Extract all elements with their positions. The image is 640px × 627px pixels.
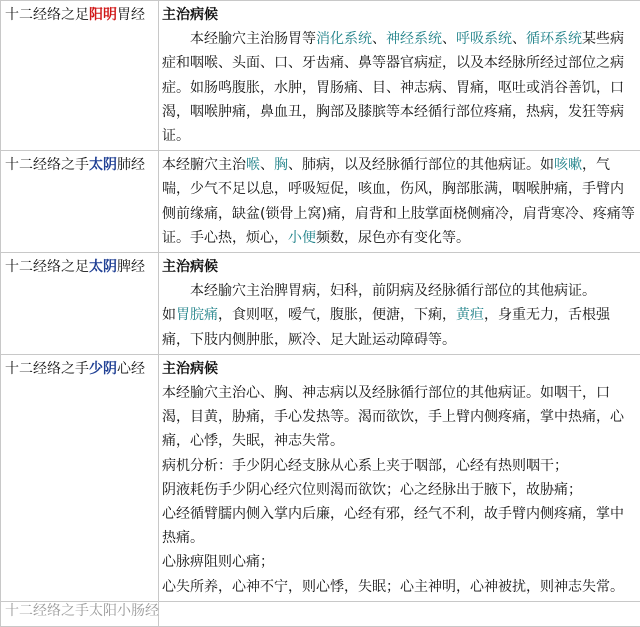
term-link[interactable]: 消化系统 [316, 31, 372, 47]
section-title: 主治病候 [162, 3, 637, 27]
meridian-highlight: 阳明 [89, 7, 117, 23]
text-segment: 、 [512, 31, 526, 47]
term-link[interactable]: 呼吸系统 [456, 31, 512, 47]
section-title: 主治病候 [162, 255, 637, 279]
text-segment: ，食则呕，嗳气，腹胀，便溏，下痢， [218, 307, 456, 323]
table-row [1, 151, 640, 253]
term-link[interactable]: 黄疸 [456, 307, 484, 323]
meridian-prefix: 十二经络之足 [5, 259, 89, 275]
description-paragraph: 病机分析：手少阴心经支脉从心系上夹于咽部，心经有热则咽干； [162, 454, 637, 478]
meridian-suffix: 胃经 [117, 7, 145, 23]
meridian-description-cell [159, 354, 640, 601]
text-segment: 、肺病，以及经脉循行部位的其他病证。如 [288, 157, 554, 173]
text-segment: 本经腧穴主治肠胃等 [190, 31, 316, 47]
term-link[interactable]: 小便 [288, 230, 316, 246]
description-paragraph [162, 303, 637, 351]
text-segment: 某些病症和咽喉、头面、口、牙齿痛、鼻等器官病症，以及本经脉所经过部位之病症。如肠鸣腹胀，水肿，胃肠痛、目、神志病、胃痛，呕吐或消谷善饥，口渴，咽喉肿痛，鼻血丑，胸部及膝膑等本经循行部位疼痛，热病，发狂等病证。 [162, 31, 624, 144]
table-row [1, 253, 640, 355]
text-segment: 、 [260, 157, 274, 173]
meridian-prefix: 十二经络之手 [5, 361, 89, 377]
meridian-highlight: 少阴 [89, 361, 117, 377]
meridian-name-cell [1, 354, 159, 601]
term-link[interactable]: 循环系统 [526, 31, 582, 47]
meridian-description-cell [159, 1, 640, 151]
text-segment: 、 [442, 31, 456, 47]
text-segment: 如 [162, 307, 176, 323]
description-paragraph [162, 153, 637, 250]
meridian-name-cell [1, 253, 159, 355]
text-segment: 频数，尿色亦有变化等。 [316, 230, 470, 246]
meridian-highlight: 太阴 [89, 157, 117, 173]
description-paragraph: 阴液耗伤手少阴心经穴位则渴而欲饮；心之经脉出于腋下，故胁痛； [162, 478, 637, 502]
text-segment: 、 [372, 31, 386, 47]
table-row [1, 1, 640, 151]
text-segment: 本经腑穴主治 [162, 157, 246, 173]
meridian-description-cell [159, 151, 640, 253]
description-paragraph: 心失所养，心神不宁，则心悸，失眠；心主神明，心神被扰，则神志失常。 [162, 575, 637, 599]
description-paragraph: 心脉痹阻则心痛； [162, 550, 637, 574]
meridian-suffix: 心经 [117, 361, 145, 377]
meridian-suffix: 脾经 [117, 259, 145, 275]
meridian-prefix: 十二经络之手 [5, 157, 89, 173]
meridian-name-cell-partial: 十二经络之手太阳小肠经 [1, 601, 159, 626]
term-link[interactable]: 胃脘痛 [176, 307, 218, 323]
meridian-highlight: 太阴 [89, 259, 117, 275]
term-link[interactable]: 喉 [246, 157, 260, 173]
table-row [1, 601, 640, 626]
text-segment: ，气喘，少气不足以息，呼吸短促，咳血，伤风，胸部胀满，咽喉肿痛，手臂内侧前缘痛，缺盆(锁骨上窝)痛，肩背和上肢掌面桡侧痛冷，肩背寒冷、疼痛等证。手心热，烦心， [162, 157, 635, 246]
meridian-description-cell [159, 253, 640, 355]
meridian-description-cell [159, 601, 640, 626]
description-paragraph: 本经腧穴主治心、胸、神志病以及经脉循行部位的其他病证。如咽干，口渴，目黄，胁痛，手心发热等。渴而欲饮，手上臂内侧疼痛，掌中热痛，心痛，心悸，失眠，神志失常。 [162, 381, 637, 454]
text-segment: ，身重无力，舌根强痛，下肢内侧肿胀，厥冷、足大趾运动障碍等。 [162, 307, 610, 347]
description-paragraph: 本经腧穴主治脾胃病，妇科，前阴病及经脉循行部位的其他病证。 [162, 279, 637, 303]
section-title: 主治病候 [162, 357, 637, 381]
term-link[interactable]: 胸 [274, 157, 288, 173]
meridian-prefix: 十二经络之足 [5, 7, 89, 23]
description-paragraph [162, 27, 637, 148]
description-paragraph: 心经循臂臑内侧入掌内后廉，心经有邪，经气不利，故手臂内侧疼痛，掌中热痛。 [162, 502, 637, 550]
term-link[interactable]: 咳嗽 [554, 157, 582, 173]
meridian-suffix: 肺经 [117, 157, 145, 173]
term-link[interactable]: 神经系统 [386, 31, 442, 47]
table-row [1, 354, 640, 601]
meridian-name-cell [1, 151, 159, 253]
meridian-name-cell [1, 1, 159, 151]
